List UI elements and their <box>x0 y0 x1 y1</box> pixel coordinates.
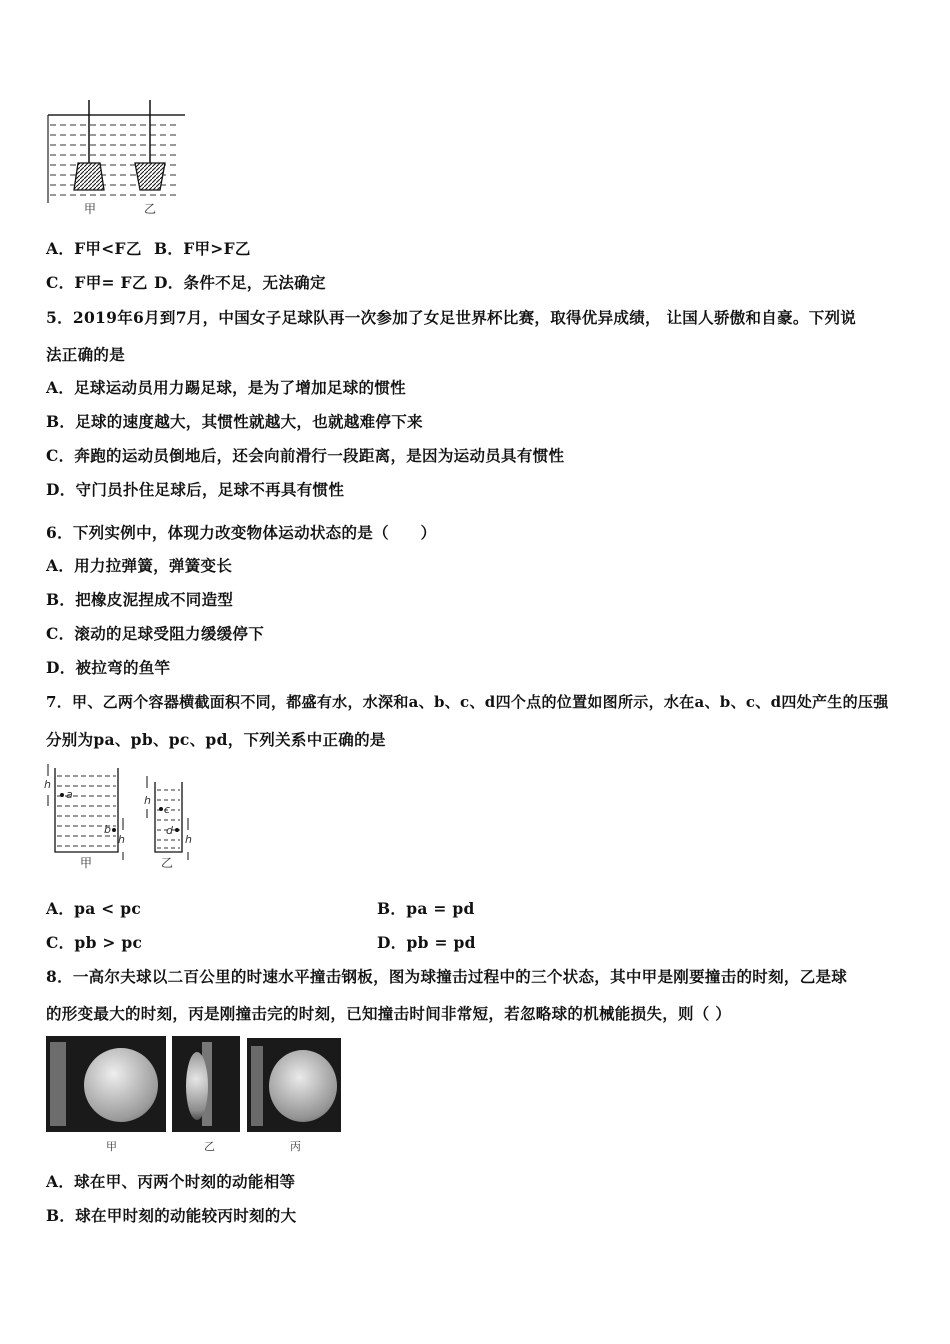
point-a <box>60 793 64 797</box>
q5-stem-line2: 法正确的是 <box>46 345 126 364</box>
q6-option-c: C．滚动的足球受阻力缓缓停下 <box>46 624 265 643</box>
point-b <box>112 828 116 832</box>
q7-fig-label-jia: 甲 <box>80 856 93 870</box>
q4-option-d: D．条件不足，无法确定 <box>154 273 326 292</box>
q8-stem-line2: 的形变最大的时刻，丙是刚撞击完的时刻，已知撞击时间非常短，若忽略球的机械能损失，则（ ） <box>46 1004 732 1023</box>
q7-fig-h-3: h <box>144 794 151 807</box>
q5-option-c: C．奔跑的运动员倒地后，还会向前滑行一段距离，是因为运动员具有惯性 <box>46 446 565 465</box>
q8-option-a: A．球在甲、丙两个时刻的动能相等 <box>46 1172 296 1191</box>
q7-fig-h-2: h <box>118 833 125 846</box>
q5-option-b: B．足球的速度越大，其惯性就越大，也就越难停下来 <box>46 412 423 431</box>
golf-photo-yi <box>172 1036 240 1132</box>
q4-option-c: C．F甲= F乙 <box>46 273 148 292</box>
q6-option-a: A．用力拉弹簧，弹簧变长 <box>46 556 233 575</box>
q7-option-b: B．pa = pd <box>377 899 475 918</box>
block-yi <box>135 163 165 190</box>
q7-fig-c: c <box>164 803 171 816</box>
q7-option-c: C．pb > pc <box>46 933 143 952</box>
q7-stem-line2: 分别为pa、pb、pc、pd，下列关系中正确的是 <box>46 730 386 749</box>
q8-stem-line1: 8．一高尔夫球以二百公里的时速水平撞击钢板，图为球撞击过程中的三个状态，其中甲是刚要撞击的时刻，乙是球 <box>46 967 848 986</box>
q5-option-a: A．足球运动员用力踢足球，是为了增加足球的惯性 <box>46 378 406 397</box>
block-jia <box>74 163 104 190</box>
q7-figure <box>40 760 210 870</box>
q7-fig-a: a <box>66 788 73 801</box>
q7-fig-b: b <box>104 823 111 836</box>
q8-caption-yi: 乙 <box>204 1140 215 1153</box>
q7-stem-line1: 7．甲、乙两个容器横截面积不同，都盛有水，水深和a、b、c、d四个点的位置如图所示，水在a、b、c、d四处产生的压强 <box>46 693 889 711</box>
q7-fig-label-yi: 乙 <box>161 856 174 870</box>
q5-option-d: D．守门员扑住足球后，足球不再具有惯性 <box>46 480 345 499</box>
q7-fig-h-4: h <box>185 833 192 846</box>
q4-fig-label-jia: 甲 <box>84 202 97 216</box>
golf-photo-jia <box>46 1036 166 1132</box>
q4-fig-label-yi: 乙 <box>144 202 157 216</box>
q7-option-a: A．pa < pc <box>46 899 142 918</box>
point-c <box>159 807 163 811</box>
q6-option-b: B．把橡皮泥捏成不同造型 <box>46 590 234 609</box>
q7-fig-h-1: h <box>44 778 51 791</box>
q7-option-d: D．pb = pd <box>377 933 476 952</box>
q6-option-d: D．被拉弯的鱼竿 <box>46 658 171 677</box>
q4-figure <box>40 95 190 220</box>
q6-stem: 6．下列实例中，体现力改变物体运动状态的是（ ） <box>46 523 437 542</box>
q8-caption-jia: 甲 <box>106 1140 117 1153</box>
q8-caption-bing: 丙 <box>290 1140 301 1153</box>
q4-option-b: B．F甲>F乙 <box>154 239 251 258</box>
q8-option-b: B．球在甲时刻的动能较丙时刻的大 <box>46 1206 297 1225</box>
q4-option-a: A．F甲<F乙 <box>46 239 142 258</box>
q5-stem-line1: 5．2019年6月到7月，中国女子足球队再一次参加了女足世界杯比赛，取得优异成绩， 让国人骄傲和自豪。下列说 <box>46 308 857 327</box>
q7-fig-d: d <box>166 824 173 837</box>
point-d <box>175 828 179 832</box>
golf-photo-bing <box>247 1038 341 1132</box>
